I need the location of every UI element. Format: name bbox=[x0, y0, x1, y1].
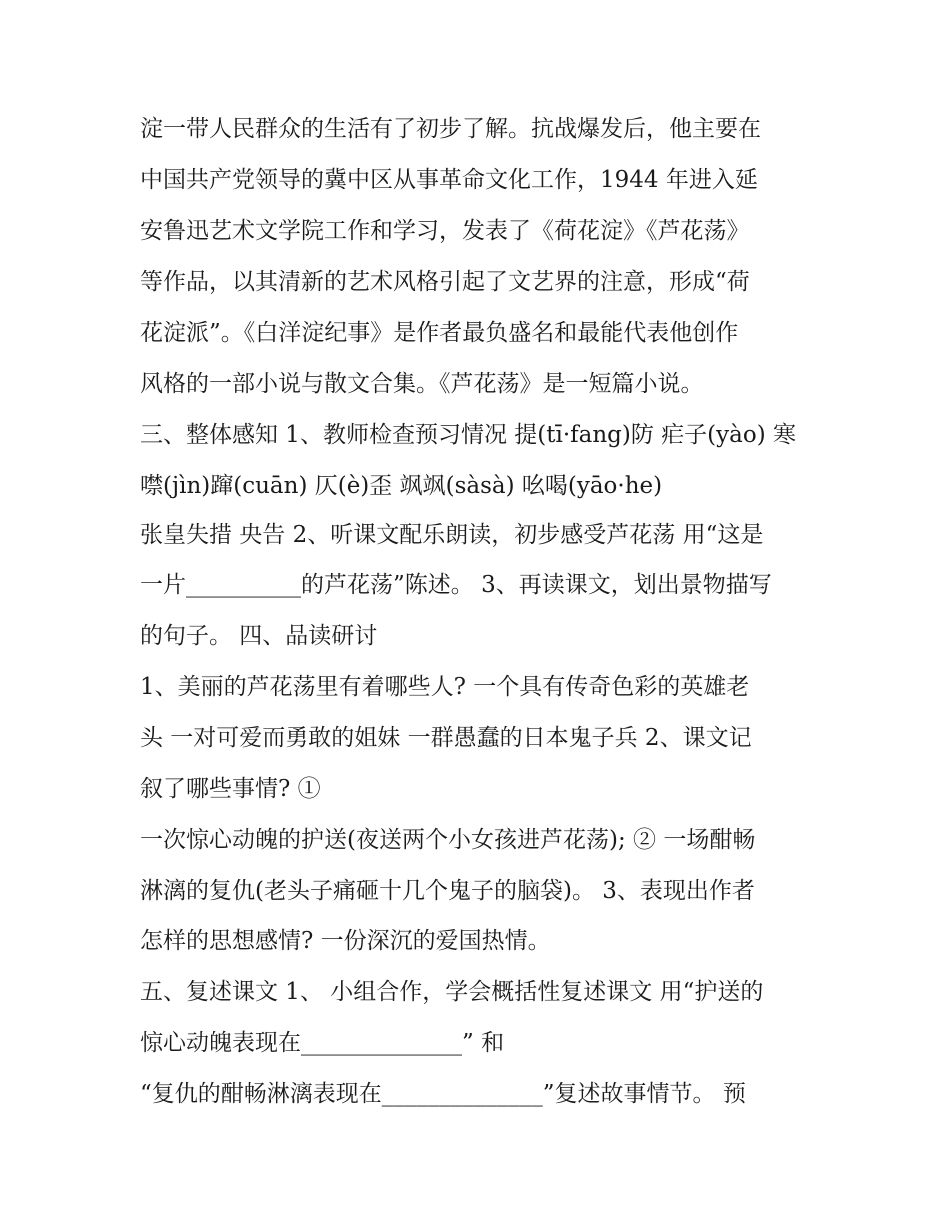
text-line: 风格的一部小说与散文合集。《芦花荡》是一短篇小说。 bbox=[140, 371, 704, 397]
text-line: 1、美丽的芦花荡里有着哪些人? 一个具有传奇色彩的英雄老 bbox=[140, 674, 750, 700]
text-line: 花淀派”。《白洋淀纪事》是作者最负盛名和最能代表他创作 bbox=[140, 320, 739, 346]
text-line: 一次惊心动魄的护送(夜送两个小女孩进芦花荡); ② 一场酣畅 bbox=[140, 827, 756, 853]
text-line: 中国共产党领导的冀中区从事革命文化工作，1944 年进入延 bbox=[140, 167, 758, 193]
text-line: 怎样的思想感情? 一份深沉的爱国热情。 bbox=[140, 928, 551, 954]
text-line: 淀一带人民群众的生活有了初步了解。抗战爆发后，他主要在 bbox=[140, 116, 761, 142]
text-line: 等作品，以其清新的艺术风格引起了文艺界的注意，形成“荷 bbox=[140, 269, 750, 295]
text-line: 安鲁迅艺术文学院工作和学习，发表了《荷花淀》《芦花荡》 bbox=[140, 218, 750, 244]
text-line: “复仇的酣畅淋漓表现在______________”复述故事情节。 预 bbox=[140, 1081, 746, 1107]
text-line: 噤(jìn)蹿(cuān) 仄(è)歪 飒飒(sàsà) 吆喝(yāo·he) bbox=[140, 473, 663, 499]
text-line: 张皇失措 央告 2、听课文配乐朗读，初步感受芦花荡 用“这是 bbox=[140, 522, 764, 548]
text-line: 头 一对可爱而勇敢的姐妹 一群愚蠢的日本鬼子兵 2、课文记 bbox=[140, 725, 752, 751]
text-line: 叙了哪些事情? ① bbox=[140, 776, 321, 802]
text-line: 淋漓的复仇(老头子痛砸十几个鬼子的脑袋)。 3、表现出作者 bbox=[140, 878, 755, 904]
text-line: 的句子。 四、品读研讨 bbox=[140, 623, 378, 649]
text-line: 一片__________的芦花荡”陈述。 3、再读课文，划出景物描写 bbox=[140, 572, 772, 598]
text-line: 三、整体感知 1、教师检查预习情况 提(tī·fang)防 疟子(yào) 寒 bbox=[140, 422, 796, 448]
text-line: 惊心动魄表现在______________” 和 bbox=[140, 1030, 505, 1056]
text-line: 五、复述课文 1、 小组合作，学会概括性复述课文 用“护送的 bbox=[140, 979, 764, 1005]
